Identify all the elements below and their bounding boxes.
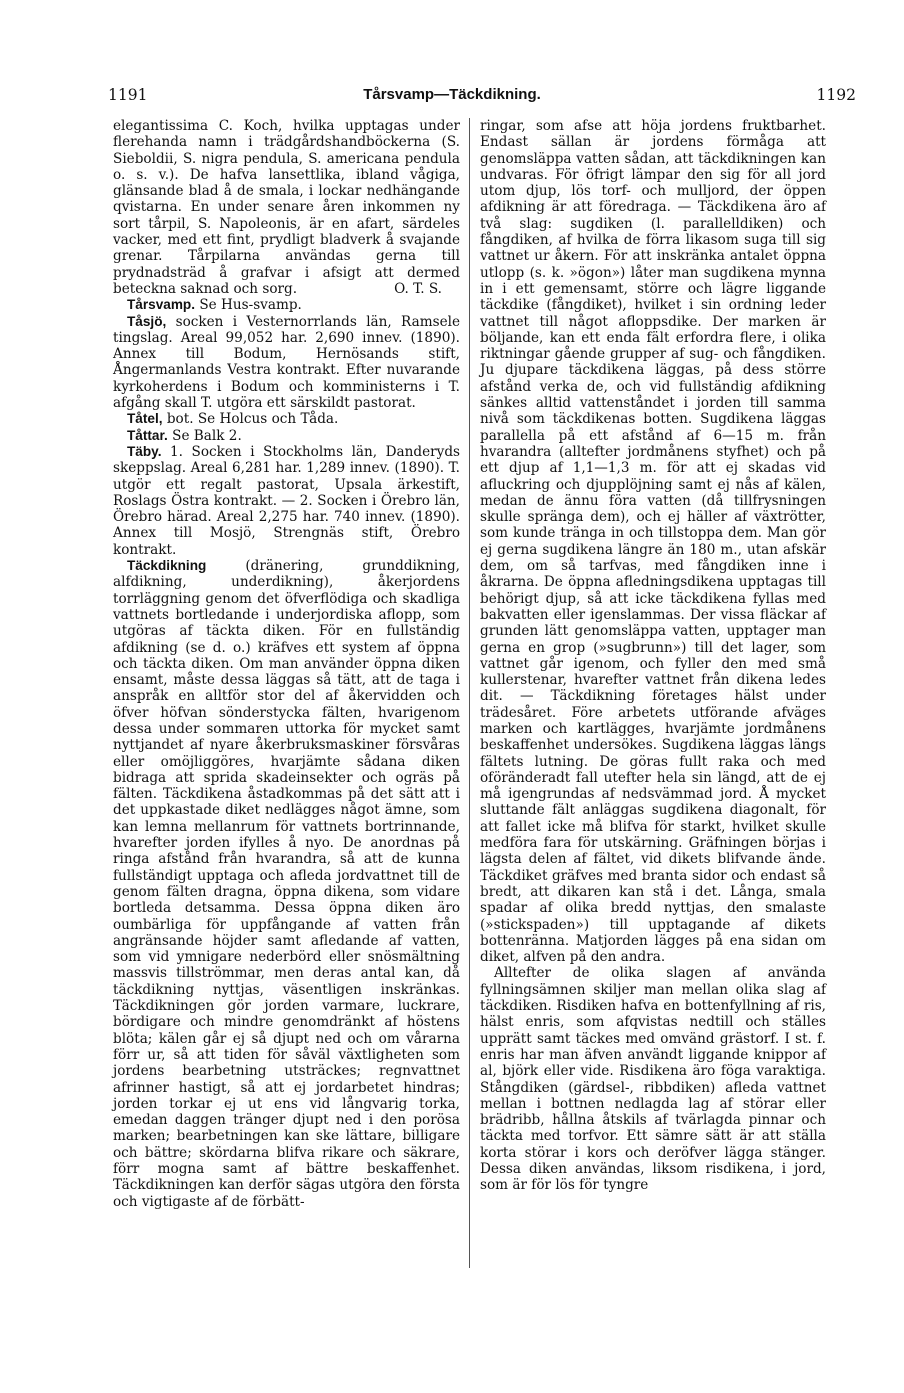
entry-text: bot. Se Holcus och Tåda. — [166, 411, 339, 428]
entry-text: Se Balk 2. — [172, 427, 242, 444]
entry-text: elegantissima C. Koch, hvilka upptagas under flerehanda namn i trädgårdshandböckerna (S. Sieboldii, S. nigra pendula, S. americana pendula o. s. v.). De hafva lansettlika, ibland vågiga, glänsande blad å de smala, i lockar nedhängande qvistarna. En under senare åren inkommen ny sort tårpil, S. Napoleonis, är en afart, särdeles vacker, med ett fint, prydligt bladverk å svajande grenar. Tårpilarna användas gerna till prydnadsträd å grafvar i afsigt att dermed beteckna saknad och sorg. — [113, 118, 460, 297]
entry-text: Se Hus-svamp. — [199, 297, 302, 314]
entry-headword: Tårsvamp. — [127, 297, 196, 313]
entry-tatel — [113, 411, 460, 427]
entry-headword: Tåttar. — [127, 427, 168, 443]
paragraph-fyllningsamnen: Alltefter de olika slagen af använda fyllningsämnen skiljer man mellan olika slag af täckdiken. Risdiken hafva en bottenfyllning af ris, hälst enris, som afqvistas nedtill och ställes upprätt samt täckes med omvänd grästorf. I st. f. enris har man äfven användt liggande knippor af al, björk eller vide. Risdikena äro föga varaktiga. Stångdiken (gärdsel-, ribbdiken) afleda vattnet mellan i bottnen nedlagda lag af störar eller brädribb, hållna åtskils af tvärlagda pinnar och täckta med torfvor. Ett sämre sätt är att ställa korta störar i kors och deröfver lägga stänger. Dessa diken användas, liksom risdikena, i jord, som är för lös för tyngre — [480, 965, 826, 1194]
left-column — [113, 118, 460, 1210]
entry-tarsvamp — [113, 297, 460, 313]
column-divider — [469, 118, 470, 1268]
entry-tarpil-continuation — [113, 118, 460, 297]
entry-text: 1. Socken i Stockholms län, Danderyds skeppslag. Areal 6,281 har. 1,289 innev. (1890). T. utgör ett regalt pastorat, Upsala ärkestift, Roslags Östra kontrakt. — 2. Socken i Örebro län, Örebro härad. Areal 2,275 har. 740 innev. (1890). Annex till Mosjö, Strengnäs stift, Örebro kontrakt. — [113, 443, 460, 558]
entry-tattar — [113, 428, 460, 444]
right-column — [480, 118, 826, 1194]
entry-text: socken i Vesternorrlands län, Ramsele tingslag. Areal 99,052 har. 2,690 innev. (1890). Annex till Bodum, Hernösands stift, Ångermanlands Vestra kontrakt. Efter nuvarande kyrkoherdens i Bodum och komministerns i T. afgång skall T. utgöra ett särskildt pastorat. — [113, 313, 461, 412]
entry-tasjo — [113, 314, 460, 412]
entry-headword: Tåtel, — [127, 411, 163, 427]
entry-taby — [113, 444, 460, 558]
page-number-right: 1192 — [816, 86, 856, 104]
author-signature: O. T. S. — [394, 280, 442, 297]
running-header-title: Tårsvamp—Täckdikning. — [363, 86, 541, 103]
page-number-left: 1191 — [108, 86, 148, 104]
entry-text: (dränering, grunddikning, alfdikning, underdikning), åkerjordens torrläggning genom det öfverflödiga och skadliga vattnets bortledande i underjordiska aflopp, som utgöras af täckta diken. För en fullständig afdikning (se d. o.) kräfves ett system af öppna och täckta diken. Om man använder öppna diken ensamt, måste dessa läggas så tätt, att de taga i anspråk en alltför stor del af åkervidden och öfver höfvan sönderstycka fälten, hvarigenom dessa under sommaren uttorka för mycket samt nyttjandet af nyare åkerbruksmaskiner försvåras eller omöjliggöres, hvarjämte sådana diken bidraga att sprida skadeinsekter och ogräs på fälten. Täckdikena åstadkommas på det sätt att i det uppkastade diket nedlägges något ämne, som kan lemna mellanrum för vattnets bortrinnande, hvarefter jorden ifylles å nyo. De anordnas på ringa afstånd från hvarandra, så att de kunna fullständigt upptaga och afleda jordvattnet till de genom fälten dragna, öppna dikena, som vidare bortleda detsamma. Dessa öppna diken äro oumbärliga för uppfångande af vatten från angränsande höjder samt afledande af vatten, som vid ymnigare nederbörd eller snösmältning massvis tillströmmar, men deras antal kan, då täckdikning nyttjas, väsentligen inskränkas. Täckdikningen gör jorden varmare, luckrare, bördigare och mindre genomdränkt af höstens blöta; kälen går ej så djupt ned och om vårarna förr ur, så att tiden för såväl växtligheten som jordens bearbetning utsträckes; regnvattnet afrinner hastigt, så att ej jordarbetet hindras; jorden torkar ej ut ens vid långvarig torka, emedan daggen tränger djupt ned i den porösa marken; bearbetningen kan ske lättare, billigare och bättre; skördarna blifva rikare och säkrare, förr mogna samt af bättre beskaffenhet. Täckdikningen kan derför sägas utgöra den första och vigtigaste af de förbätt- — [113, 558, 461, 1210]
entry-headword: Tåsjö, — [127, 313, 167, 329]
entry-headword: Täckdikning — [127, 558, 207, 574]
entry-tackdikning — [113, 558, 460, 1210]
entry-headword: Täby. — [127, 443, 162, 459]
entry-tackdikning-continuation: ringar, som afse att höja jordens fruktbarhet. Endast sällan är jordens förmåga att genomsläppa vatten sådan, att täckdikningen kan undvaras. För öfrigt lämpar den sig för all jord utom djup, lös torf- och mulljord, der öppen afdikning är att föredraga. — Täckdikena äro af två slag: sugdiken (l. parallelldiken) och fångdiken, af hvilka de förra likasom suga till sig vattnet ur åkern. För att inskränka antalet öppna utlopp (s. k. »ögon») låter man sugdikena mynna in i ett gemensamt, större och lägre liggande täckdike (fångdiket), hvilket i sin ordning leder vattnet till något afloppsdike. Der marken är böljande, kan ett enda fält erfordra flere, i olika riktningar gående grupper af sug- och fångdiken. Ju djupare täckdikena läggas, på dess större afstånd verka de, och vid fullständig afdikning sänkes alltid vattenståndet i jorden till samma nivå som täckdikenas botten. Sugdikena läggas parallella på ett afstånd af 6—15 m. från hvarandra (alltefter jordmånens styfhet) och på ett djup af 1,1—1,3 m. för att ej skadas vid afluckring och djupplöjning samt ej nås af kälen, medan de ännu föra vatten (då tillfrysningen skulle spränga dem), och ej häller af växtrötter, som kunde tränga in och tillstoppa dem. Man gör ej gerna sugdikena längre än 180 m., utan afskär dem, om så tarfvas, med fångdiken inne i åkrarna. De öppna afledningsdikena upptagas till behörigt djup, så att icke täckdikena fyllas med bakvatten eller igenslammas. Der vissa fläckar af grunden lätt genomsläppa vatten, upptager man gerna en grop (»sugbrunn») till det lager, som vattnet går igenom, och fyller den med små kullerstenar, hvarefter vattnet från dikena ledes dit. — Täckdikning företages hälst under trädesåret. Före arbetets utförande afväges marken och kartlägges, hvarjämte jordmånens beskaffenhet undersökes. Sugdikena läggas längs fältets lutning. De göras fullt raka och med oföränderadt fall utefter hela sin längd, att de ej må igengrundas af nedsvämmad jord. Å mycket sluttande fält anläggas sugdikena diagonalt, för att fallet icke må blifva för starkt, hvilket skulle medföra fara för utskärning. Gräfningen börjas i lägsta delen af fältet, vid dikets blifvande ände. Täckdiket gräfves med branta sidor och endast så bredt, att dikaren kan stå i det. Långa, smala spadar af olika bredd nyttjas, den smalaste (»stickspaden») till upptagande af dikets bottenränna. Matjorden lägges på ena sidan om diket, alfven på den andra. — [480, 118, 826, 966]
